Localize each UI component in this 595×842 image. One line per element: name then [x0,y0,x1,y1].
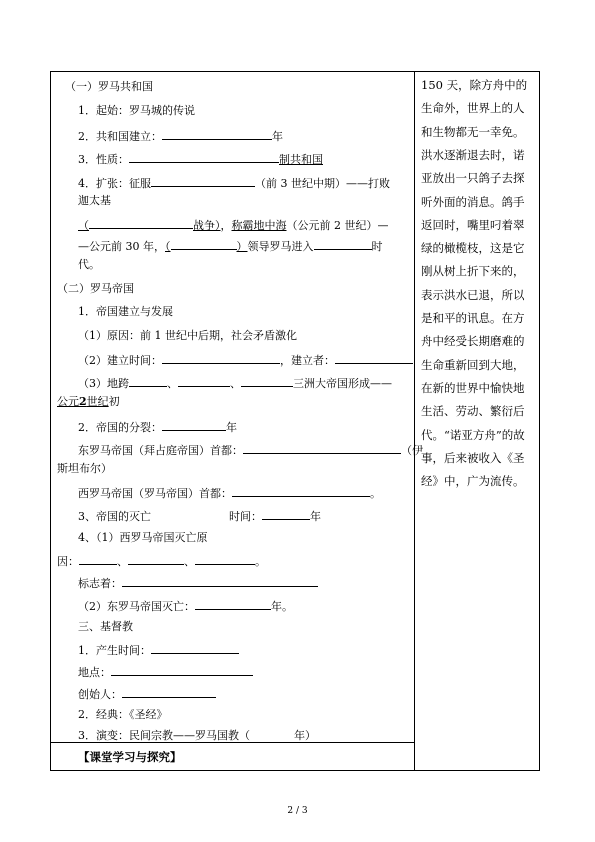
story-line: 和生物都无一幸免。 [421,124,525,139]
item-origin-time: 1．产生时间： [78,642,239,658]
item-east-capital: 东罗马帝国（拜占庭帝国）首都： （伊 [78,444,423,457]
section-christianity-title: 三、基督教 [78,620,133,633]
blank-east-fall-year[interactable] [195,598,271,610]
section-heading-class-study: 【课堂学习与探究】 [78,750,182,764]
blank-reason-2[interactable] [128,553,184,565]
blank-nature[interactable] [129,151,279,163]
blank-reason-3[interactable] [195,553,255,565]
item-fall: 3、帝国的灭亡 时间： 年 [78,510,321,523]
blank-founder[interactable] [335,352,413,364]
story-line: 生活、劳动、繁衍后 [421,404,525,419]
item-founder: 创始人： [78,686,216,702]
blank-war-name[interactable] [89,217,193,229]
item-territory-cont: 公元2世纪初 [57,395,120,408]
item-origin: 1．起始：罗马城的传说 [78,104,195,117]
blank-continent-2[interactable] [178,375,230,387]
story-line: 经》中，广为流传。 [421,474,525,489]
blank-founder-christ[interactable] [122,686,216,698]
story-line: 返回时，嘴里叼着翠 [421,217,525,232]
story-line: 在新的世界中愉快地 [421,380,525,395]
story-line: 亚放出一只鸽子去探 [421,171,525,186]
item-republic-founded: 2．共和国建立： 年 [78,130,283,143]
item-west-fall-reason: 4、（1）西罗马帝国灭亡原 [78,531,208,544]
item-west-capital: 西罗马帝国（罗马帝国）首都： 。 [78,487,381,500]
item-expansion-cont: 迦太基 [78,194,111,207]
blank-continent-3[interactable] [241,375,293,387]
story-line: 刚从树上折下来的， [421,264,525,279]
story-line: 事，后来被收入《圣 [421,450,525,465]
blank-founding-year[interactable] [162,128,272,140]
story-line: 表示洪水已退，所以 [421,287,525,302]
item-empire-founding: 1．帝国建立与发展 [78,305,173,318]
blank-origin-time[interactable] [151,642,239,654]
item-cause: （1）原因：前 1 世纪中后期，社会矛盾激化 [78,329,297,342]
story-line: 是和平的讯息。在方 [421,311,525,325]
item-scripture: 2．经典：《圣经》 [78,708,168,721]
item-territory: （3）地跨 、 、 三洲大帝国形成—— [78,377,392,390]
item-east-fall: （2）东罗马帝国灭亡： 年。 [78,600,293,613]
item-evolution: 3．演变：民间宗教——罗马国教（ 年） [78,729,316,742]
item-reasons: 因： 、 、 。 [57,555,266,568]
blank-place[interactable] [111,664,253,676]
story-line: 150 天，除方舟中的 [421,78,528,92]
item-era-end: 代。 [78,258,100,271]
story-line: 听外面的消息。鸽手 [421,194,525,209]
blank-fall-time[interactable] [262,508,310,520]
blank-reason-1[interactable] [79,553,117,565]
blank-founding-time[interactable] [162,352,280,364]
blank-east-capital[interactable] [243,442,401,454]
study-table [50,71,540,771]
blank-marks[interactable] [122,575,318,587]
story-line: 生命外，世界上的人 [421,101,525,116]
story-line: 洪水逐渐退去时，诺 [421,147,525,162]
item-founding-time: （2）建立时间： ，建立者： [78,352,413,368]
blank-conquered[interactable] [151,175,255,187]
page-number: 2 / 3 [287,806,308,816]
blank-division-year[interactable] [162,419,226,431]
story-line: 舟中经受长期磨难的 [421,334,525,349]
item-war-line: （ 战争），称霸地中海（公元前 2 世纪）— [78,219,389,232]
item-place: 地点： [78,664,253,680]
blank-era[interactable] [314,238,372,250]
section-roman-empire-title: （二）罗马帝国 [57,282,134,295]
item-division: 2．帝国的分裂： 年 [78,421,237,434]
blank-continent-1[interactable] [129,375,167,387]
story-line: 生命重新回到大地， [421,357,525,372]
section-roman-republic-title: （一）罗马共和国 [65,80,153,93]
blank-leader[interactable] [171,238,237,250]
story-line: 代。“诺亚方舟”的故 [421,427,525,442]
blank-west-capital[interactable] [232,485,370,497]
item-nature: 3．性质： 制共和国 [78,153,323,166]
story-line: 绿的橄榄枝，这是它 [421,241,525,256]
item-augustus-line: —公元前 30 年，（ ）领导罗马进入 时 [78,240,383,253]
item-expansion: 4．扩张：征服 （前 3 世纪中期）——打败 [78,177,390,190]
column-divider [414,72,415,770]
item-marks: 标志着： [78,575,318,591]
item-east-capital-cont: 斯坦布尔） [57,462,112,475]
